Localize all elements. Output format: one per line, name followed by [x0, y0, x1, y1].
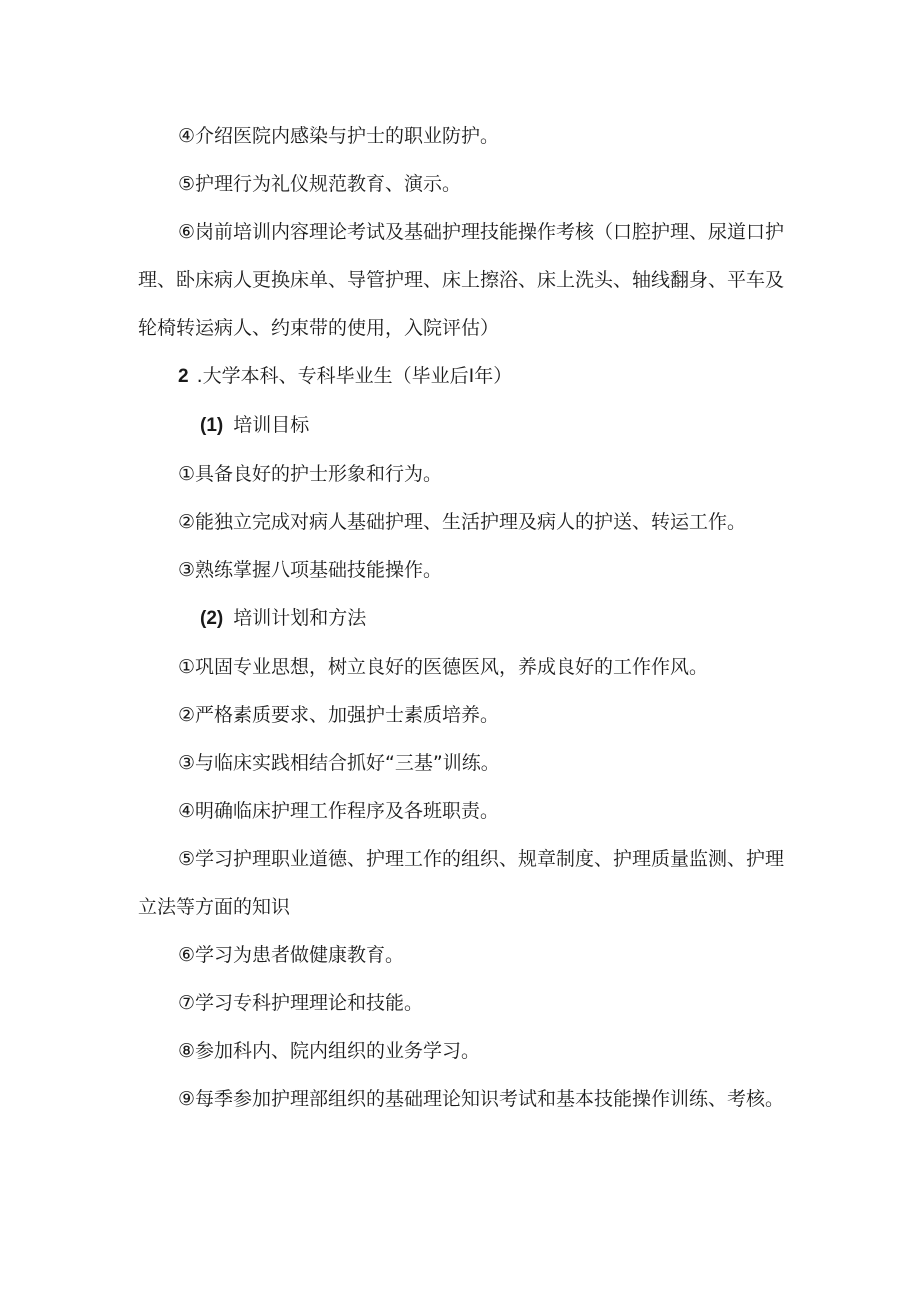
- goal-item: ③熟练掌握八项基础技能操作。: [178, 559, 443, 581]
- subsection-title: 培训计划和方法: [233, 607, 367, 629]
- paragraph-infection-protection: ④介绍医院内感染与护士的职业防护。: [178, 125, 500, 147]
- paragraph-pre-job-exam: ⑥岗前培训内容理论考试及基础护理技能操作考核（口腔护理、尿道口护理、卧床病人更换床单、导管护理、床上擦浴、床上洗头、轴线翻身、平车及轮椅转运病人、约束带的使用，入院评估）: [138, 221, 785, 339]
- plan-item: ②严格素质要求、加强护士素质培养。: [178, 704, 500, 726]
- section-number: 2: [178, 366, 189, 387]
- section-title: .大学本科、专科毕业生（毕业后I年）: [196, 365, 513, 387]
- subsection-number: (2): [200, 608, 224, 629]
- goal-item: ②能独立完成对病人基础护理、生活护理及病人的护送、转运工作。: [178, 511, 747, 533]
- document-body: [138, 112, 798, 1123]
- subsection-heading-2: [138, 594, 798, 643]
- subsection-title: 培训目标: [233, 414, 310, 436]
- plan-item: ⑥学习为患者做健康教育。: [178, 944, 405, 966]
- paragraph-etiquette: ⑤护理行为礼仪规范教育、演示。: [178, 173, 462, 195]
- plan-item: ④明确临床护理工作程序及各班职责。: [178, 800, 500, 822]
- goal-item: ①具备良好的护士形象和行为。: [178, 463, 443, 485]
- plan-item: ⑦学习专科护理理论和技能。: [178, 992, 424, 1014]
- plan-item: ⑧参加科内、院内组织的业务学习。: [178, 1040, 481, 1062]
- section-heading-2: [138, 352, 798, 401]
- plan-item: ③与临床实践相结合抓好“三基”训练。: [178, 752, 500, 774]
- plan-item: ⑤学习护理职业道德、护理工作的组织、规章制度、护理质量监测、护理立法等方面的知识: [138, 848, 785, 918]
- plan-item: ①巩固专业思想，树立良好的医德医风，养成良好的工作作风。: [178, 656, 709, 678]
- plan-item: ⑨每季参加护理部组织的基础理论知识考试和基本技能操作训练、考核。: [178, 1088, 785, 1110]
- subsection-heading-1: [138, 401, 798, 450]
- subsection-number: (1): [200, 415, 224, 436]
